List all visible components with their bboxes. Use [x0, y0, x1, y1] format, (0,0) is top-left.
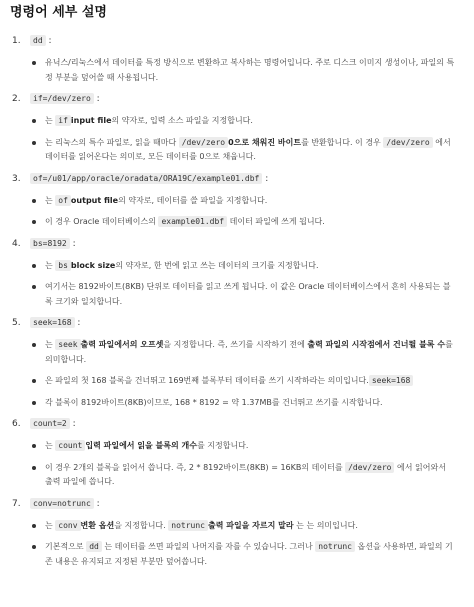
colon: :	[262, 173, 269, 184]
section-item	[10, 497, 464, 570]
section-item	[10, 92, 464, 165]
text-run: 의 약자로, 한 번에 읽고 쓰는 데이터의 크기를 지정합니다.	[115, 260, 319, 270]
inline-code: /dev/zero	[345, 462, 394, 473]
item-list	[10, 34, 464, 569]
text-run: 여기서는 8192바이트(8KB) 단위로 데이터를 읽고 쓰게 됩니다. 이 값은 Oracle 데이터베이스에서 흔히 사용되는 블록 크기와 일치합니다.	[45, 282, 451, 306]
bullet-item	[30, 396, 464, 411]
bullet-item	[30, 519, 464, 534]
text-run: 데이터 파일에 쓰게 됩니다.	[227, 217, 325, 226]
colon: :	[93, 94, 100, 104]
bullet-item	[30, 56, 464, 85]
colon: :	[69, 419, 76, 429]
section-number: 4.	[12, 238, 21, 249]
section-number: 2.	[12, 94, 21, 104]
inline-code: count	[55, 440, 85, 451]
text-run: 는	[45, 116, 56, 125]
section-item	[10, 172, 464, 230]
inline-code: seek=168	[369, 375, 414, 386]
text-run: 는	[45, 260, 56, 270]
inline-code: dd	[86, 541, 102, 552]
bullet-item	[30, 280, 464, 309]
text-run: 을 지정합니다. 즉, 쓰기를 시작하기 전에	[163, 340, 308, 349]
section-item	[10, 316, 464, 410]
text-run: 에서 데이터를 읽어온다는 의미로, 모든 데이터를 0으로 채웁니다.	[45, 137, 451, 161]
bullet-list	[30, 114, 464, 165]
inline-code: notrunc	[168, 520, 208, 531]
inline-code: seek	[55, 339, 80, 350]
text-run: 는 리눅스의 특수 파일로, 읽을 때마다	[45, 137, 179, 147]
bullet-list	[30, 259, 464, 310]
text-run: 는	[45, 340, 56, 349]
section-header	[12, 172, 464, 186]
text-run: 각 블록이 8192바이트(8KB)이므로, 168 * 8192 = 약 1.37MB를 건너뛰고 쓰기를 시작합니다.	[45, 397, 383, 407]
text-run: 를 의미합니다.	[45, 340, 453, 364]
section-item	[10, 417, 464, 490]
section-header	[12, 237, 464, 251]
bullet-list	[30, 194, 464, 230]
section-header	[12, 497, 464, 511]
bullet-item	[30, 259, 464, 274]
command-option-code: of=/u01/app/oracle/oradata/ORA19C/example01.dbf	[30, 173, 262, 184]
bullet-item	[30, 439, 464, 454]
command-option-code: conv=notrunc	[30, 498, 94, 509]
text-run: 의 약자로, 데이터를 쓸 파일을 지정합니다.	[118, 195, 268, 205]
colon: :	[45, 36, 52, 46]
inline-code: /dev/zero	[179, 137, 228, 148]
text-run: 를 지정합니다.	[196, 441, 249, 450]
bold-term: input file	[70, 116, 112, 125]
text-run: 은 파일의 첫 168 블록을 건너뛰고 169번째 블록부터 데이터를 쓰기 시작하라는 의미입니다.	[45, 376, 369, 385]
inline-code: if	[55, 115, 71, 126]
text-run: 기본적으로	[45, 542, 87, 551]
command-option-code: count=2	[30, 418, 70, 429]
section-header	[12, 417, 464, 431]
bullet-list	[30, 519, 464, 570]
section-header	[12, 34, 464, 48]
inline-code: bs	[55, 260, 71, 271]
inline-code: notrunc	[315, 541, 355, 552]
text-run: 유닉스/리눅스에서 데이터를 특정 방식으로 변환하고 복사하는 명령어입니다. 주로 디스크 이미지 생성이나, 파일의 특정 부분을 덮어쓸 때 사용됩니다.	[45, 58, 455, 82]
text-run: 의 약자로, 입력 소스 파일을 지정합니다.	[111, 116, 253, 125]
bold-term: output file	[70, 195, 119, 205]
bullet-list	[30, 338, 464, 410]
text-run: 는	[45, 195, 56, 205]
section-number: 5.	[12, 318, 21, 328]
bullet-list	[30, 439, 464, 490]
inline-code: /dev/zero	[383, 137, 432, 148]
section-item	[10, 34, 464, 85]
text-run: 이 경우 2개의 블록을 읽어서 씁니다. 즉, 2 * 8192바이트(8KB) = 16KB의 데이터를	[45, 462, 346, 472]
text-run: 을 지정합니다.	[114, 520, 169, 530]
section-number: 7.	[12, 498, 21, 509]
bullet-list	[30, 56, 464, 85]
command-option-code: dd	[30, 35, 46, 46]
bullet-item	[30, 374, 464, 389]
section-header	[12, 92, 464, 106]
inline-code: of	[55, 195, 71, 206]
bold-term: 변환 옵션	[80, 520, 115, 530]
colon: :	[69, 238, 76, 249]
section-item	[10, 237, 464, 310]
bullet-item	[30, 338, 464, 367]
section-header	[12, 316, 464, 330]
text-run: 는 의미입니다.	[306, 520, 358, 530]
text-run: 는	[45, 520, 56, 530]
command-option-code: bs=8192	[30, 238, 70, 249]
bold-term: 출력 파일의 시작점에서 건너뛸 블록 수	[307, 340, 445, 349]
section-number: 6.	[12, 419, 21, 429]
colon: :	[74, 318, 81, 328]
command-option-code: if=/dev/zero	[30, 93, 94, 104]
text-run: 는	[293, 520, 307, 530]
text-run: 는 데이터를 쓰면 파일의 나머지를 자를 수 있습니다. 그러나	[101, 542, 316, 551]
bullet-item	[30, 136, 464, 165]
bullet-item	[30, 540, 464, 569]
bold-term: block size	[70, 260, 116, 270]
text-run: 이 경우 Oracle 데이터베이스의	[45, 217, 159, 226]
bold-term: 출력 파일에서의 오프셋	[80, 340, 164, 349]
bold-term: 입력 파일에서 읽을 블록의 개수	[85, 441, 197, 450]
inline-code: conv	[55, 520, 80, 531]
text-run: 를 반환합니다. 이 경우	[301, 137, 384, 147]
section-number: 3.	[12, 173, 21, 184]
colon: :	[93, 498, 100, 509]
command-option-code: seek=168	[30, 317, 75, 328]
bullet-item	[30, 461, 464, 490]
text-run: 옵션을 사용하면, 파일의 기존 내용은 유지되고 지정된 부분만 덮어씁니다.	[45, 542, 453, 566]
text-run: 는	[45, 441, 56, 450]
text-run: 에서 읽어와서 출력 파일에 씁니다.	[45, 462, 446, 486]
inline-code: example01.dbf	[158, 216, 227, 227]
section-number: 1.	[12, 36, 21, 46]
bullet-item	[30, 215, 464, 230]
bullet-item	[30, 114, 464, 129]
page-title: 명령어 세부 설명	[10, 5, 107, 20]
bold-term: 0으로 채워진 바이트	[228, 137, 302, 147]
bullet-item	[30, 194, 464, 209]
bold-term: 출력 파일을 자르지 말라	[207, 520, 294, 530]
